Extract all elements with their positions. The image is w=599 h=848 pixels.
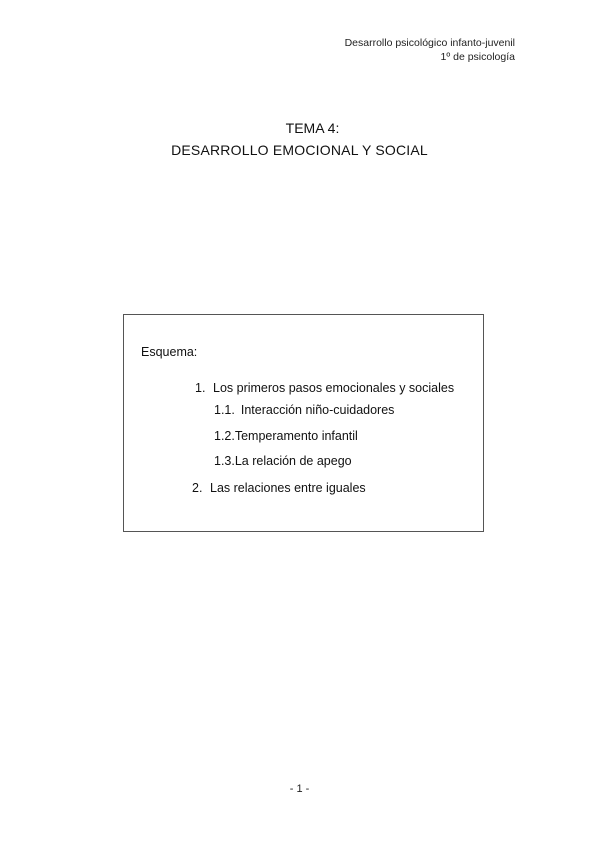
topic-number: TEMA 4: (285, 120, 340, 136)
outline-item-number: 2. (192, 481, 203, 495)
header-course-year: 1º de psicología (440, 51, 515, 63)
topic-title: DESARROLLO EMOCIONAL Y SOCIAL (171, 142, 428, 158)
outline-item-number: 1.2. (214, 429, 235, 443)
outline-item-number: 1.3. (214, 454, 235, 468)
page-number: - 1 - (289, 783, 310, 795)
outline-item (192, 481, 366, 495)
outline-item-label: Interacción niño-cuidadores (240, 403, 395, 417)
outline-item-label: Las relaciones entre iguales (210, 481, 366, 495)
outline-subitem (214, 429, 358, 443)
outline-subitem (214, 454, 352, 468)
outline-item-number: 1.1. (214, 403, 235, 417)
outline-item-number: 1. (195, 381, 206, 395)
outline-item-label: Los primeros pasos emocionales y sociales (213, 381, 455, 395)
outline-item (195, 381, 454, 395)
running-header (345, 36, 515, 64)
outline-item-label: La relación de apego (234, 454, 352, 468)
outline-item-label: Temperamento infantil (234, 429, 358, 443)
document-title (0, 117, 599, 161)
outline-heading: Esquema: (141, 345, 198, 359)
outline-subitem (214, 403, 394, 417)
header-course-title: Desarrollo psicológico infanto-juvenil (344, 37, 515, 49)
outline-box (123, 314, 484, 532)
